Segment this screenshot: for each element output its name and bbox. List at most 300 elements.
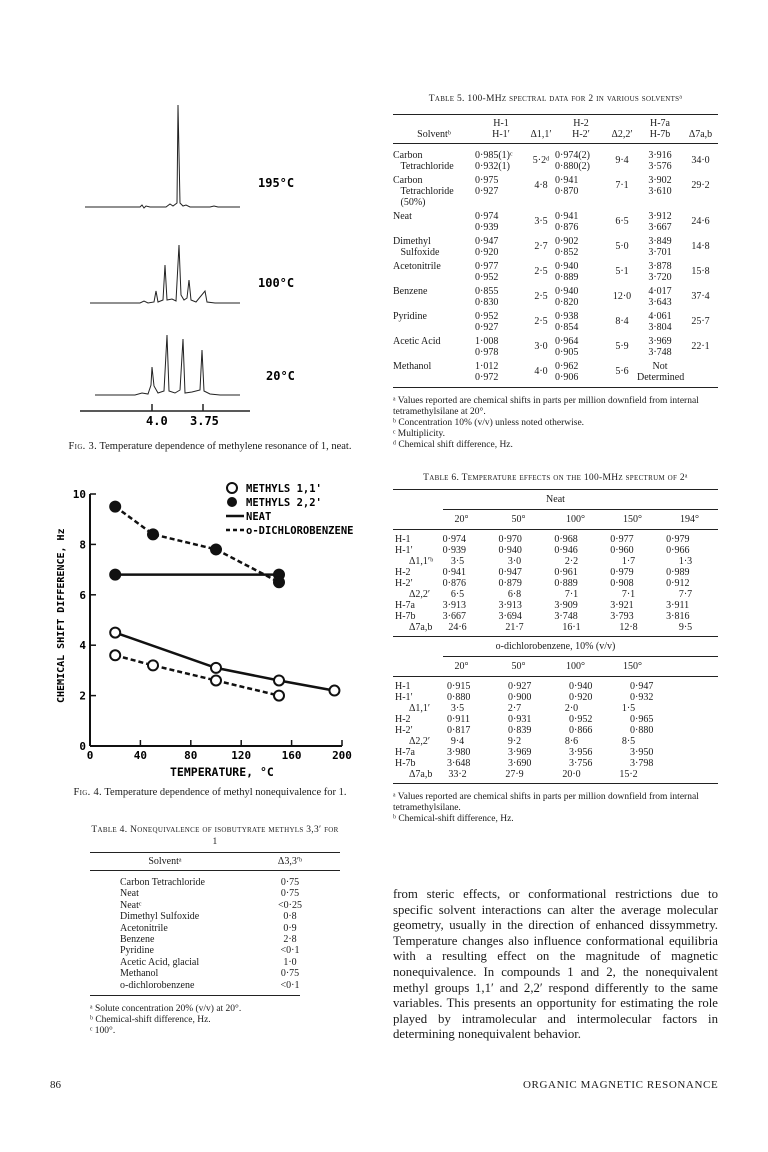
table6-row bbox=[393, 769, 718, 780]
table5-h2-line: 0·940 bbox=[555, 286, 579, 297]
y-tick-label: 8 bbox=[79, 538, 86, 552]
legend bbox=[226, 483, 353, 537]
table5-solvent-line bbox=[393, 222, 475, 233]
table4-note: ᵇ Chemical-shift difference, Hz. bbox=[90, 1015, 211, 1026]
table4-solvent: Pyridine bbox=[120, 945, 154, 957]
table5-h2-line: 0·876 bbox=[555, 222, 579, 233]
x-tick-label: 200 bbox=[332, 749, 352, 762]
table6-cell: 3·921 bbox=[610, 600, 634, 611]
table5-h7 bbox=[637, 261, 683, 283]
table5-h1 bbox=[475, 236, 527, 258]
spectrum-100 bbox=[90, 245, 240, 303]
table5-h1-line: 0·939 bbox=[475, 222, 499, 233]
table6-cell: 9·4 bbox=[450, 736, 465, 747]
table4-notes bbox=[90, 1004, 340, 1037]
table5-header-line: Δ1,1′ bbox=[530, 129, 552, 140]
table6-cell: 3·913 bbox=[442, 600, 467, 611]
table-4 bbox=[90, 824, 340, 1037]
table4-title: Nonequivalence of isobutyrate methyls 3,3′ for 1 bbox=[130, 825, 339, 847]
table4-row bbox=[90, 888, 340, 899]
table5-h7 bbox=[637, 286, 683, 308]
table4-value: 2·8 bbox=[283, 934, 297, 946]
table5-h1-line: 0·972 bbox=[475, 372, 499, 383]
table6-cell: 0·915 bbox=[447, 681, 471, 692]
table5-h2 bbox=[555, 261, 607, 283]
table6-row bbox=[393, 736, 718, 747]
table6-cell: 3·694 bbox=[498, 611, 522, 622]
table5-h2 bbox=[555, 175, 607, 208]
table5-solvent bbox=[393, 150, 475, 172]
table6-cell: 1·7 bbox=[621, 556, 636, 567]
table5-h7 bbox=[637, 336, 683, 358]
table5-h2 bbox=[555, 150, 607, 172]
table5-d7 bbox=[683, 361, 718, 383]
table6-cell: 8·5 bbox=[621, 736, 636, 747]
table5-h2-line: 0·820 bbox=[555, 297, 579, 308]
table5-header-line: H-2′ bbox=[572, 129, 590, 140]
table6-section-dcb: o-dichlorobenzene, 10% (v/v) bbox=[495, 641, 616, 652]
table5-h1-line: 0·932(1) bbox=[475, 161, 510, 172]
temp-label-20: 20°C bbox=[266, 369, 295, 383]
spectrum-20 bbox=[95, 335, 240, 395]
table6-cell: 0·817 bbox=[447, 725, 471, 736]
table6-cell: 0·941 bbox=[442, 567, 467, 578]
table6-row bbox=[393, 758, 718, 769]
table5-header-cell bbox=[637, 118, 683, 140]
table6-cell: 0·961 bbox=[554, 567, 578, 578]
data-point bbox=[110, 628, 120, 638]
table6-cell: 0·889 bbox=[554, 578, 578, 589]
table5-d7: 22·1 bbox=[691, 341, 710, 352]
table6-cell: 3·980 bbox=[447, 747, 471, 758]
table6-temp: 150° bbox=[623, 514, 642, 525]
table6-cell: 8·6 bbox=[564, 736, 579, 747]
table4-note: ᵃ Solute concentration 20% (v/v) at 20°. bbox=[90, 1004, 242, 1015]
legend-methyls-22: METHYLS 2,2' bbox=[246, 497, 322, 509]
table5-d22: 5·9 bbox=[615, 341, 629, 352]
table4-row bbox=[90, 957, 340, 968]
table5-title: 100-MHz spectral data for 2 in various solventsᵃ bbox=[467, 94, 683, 104]
temp-label-100: 100°C bbox=[258, 276, 295, 290]
table4-value: <0·25 bbox=[278, 899, 302, 911]
table5-h1 bbox=[475, 261, 527, 283]
table5-row bbox=[393, 150, 718, 172]
table5-d11: 2·5 bbox=[534, 316, 548, 327]
table5-d7: 34·0 bbox=[691, 155, 710, 166]
table5-d11: 3·0 bbox=[534, 341, 548, 352]
table5-h1-line: 0·975 bbox=[475, 175, 499, 186]
table5-h2 bbox=[555, 211, 607, 233]
table6-cell: 0·966 bbox=[666, 545, 690, 556]
table6-cell: 12·8 bbox=[619, 622, 638, 633]
table6-temp: 194° bbox=[680, 514, 699, 525]
table6-cell: 24·6 bbox=[448, 622, 467, 633]
data-point bbox=[211, 663, 221, 673]
table6-label: H-1 bbox=[395, 681, 411, 692]
table5-header-cell bbox=[555, 118, 607, 140]
table6-cell: 3·950 bbox=[630, 747, 654, 758]
table6-cell: 33·2 bbox=[448, 769, 467, 780]
table5-header-line: H-7a bbox=[650, 118, 670, 129]
table4-solvent: Benzene bbox=[120, 934, 155, 946]
table5-h7-line: 3·902 bbox=[648, 175, 672, 186]
table5-h1-line: 0·920 bbox=[475, 247, 499, 258]
table4-value: <0·1 bbox=[280, 945, 300, 957]
table6-row bbox=[393, 545, 718, 556]
table6-cell: 0·989 bbox=[666, 567, 690, 578]
table5-d11: 2·5 bbox=[534, 291, 548, 302]
x-tick-label: 120 bbox=[231, 749, 252, 762]
table6-temp: 20° bbox=[454, 514, 469, 525]
table4-solvent: Neat bbox=[120, 888, 139, 900]
table5-d22: 9·4 bbox=[615, 155, 629, 166]
table5-solvent-line: Tetrachloride bbox=[393, 186, 454, 197]
table5-h7-line: 3·916 bbox=[648, 150, 672, 161]
table6-cell: 3·956 bbox=[569, 747, 593, 758]
spectrum-195 bbox=[85, 105, 240, 208]
table6-row bbox=[393, 589, 718, 600]
table6-cell: 21·7 bbox=[505, 622, 524, 633]
table5-note: ᵃ Values reported are chemical shifts in parts per million downfield from internal tetramethylsilane at 20°. bbox=[393, 396, 699, 417]
table6-cell: 0·939 bbox=[442, 545, 467, 556]
table6-cell: 3·0 bbox=[507, 556, 522, 567]
table5-solvent-line bbox=[393, 322, 475, 333]
table5-row bbox=[393, 236, 718, 258]
table6-cell: 0·979 bbox=[666, 534, 690, 545]
table4-solvent: o-dichlorobenzene bbox=[120, 979, 195, 991]
table4-value: <0·1 bbox=[280, 979, 300, 991]
table5-h7-line: Not bbox=[652, 361, 668, 372]
table5-row bbox=[393, 336, 718, 358]
table6-label: H-2 bbox=[395, 567, 411, 578]
table5-h2 bbox=[555, 361, 607, 383]
table5-solvent-line: Acetic Acid bbox=[393, 336, 441, 347]
table6-row bbox=[393, 556, 718, 567]
table5-h2-line: 0·940 bbox=[555, 261, 579, 272]
table4-row bbox=[90, 980, 340, 991]
table6-cell: 3·793 bbox=[610, 611, 634, 622]
table5-solvent-line bbox=[393, 272, 475, 283]
table6-cell: 2·2 bbox=[564, 556, 579, 567]
table5-h1-line: 0·977 bbox=[475, 261, 499, 272]
table4-value: 1·0 bbox=[283, 956, 297, 968]
table6-cell: 0·952 bbox=[569, 714, 593, 725]
table6-temp: 100° bbox=[566, 514, 585, 525]
table5-h2-line: 0·974(2) bbox=[555, 150, 590, 161]
table6-label: H-1′ bbox=[395, 692, 413, 703]
table5-header bbox=[393, 115, 718, 143]
table6-cell: 3·911 bbox=[666, 600, 690, 611]
table5-h2-line: 0·938 bbox=[555, 311, 579, 322]
table4-body bbox=[90, 871, 340, 991]
table5-h7-line: 3·701 bbox=[648, 247, 672, 258]
table6-row bbox=[393, 714, 718, 725]
table6-temp: 50° bbox=[511, 661, 526, 672]
data-point bbox=[110, 502, 120, 512]
table4-row bbox=[90, 877, 340, 888]
table6-note: ᵇ Chemical-shift difference, Hz. bbox=[393, 814, 514, 824]
table6-cell: 27·9 bbox=[505, 769, 524, 780]
table4-solvent: Dimethyl Sulfoxide bbox=[120, 911, 200, 923]
table6-cell: 9·5 bbox=[678, 622, 693, 633]
table6-cell: 0·947 bbox=[630, 681, 654, 692]
table4-header-solvent: Solventᵃ bbox=[148, 856, 182, 867]
table5-d7: 14·8 bbox=[691, 241, 710, 252]
x-tick-label: 160 bbox=[281, 749, 302, 762]
y-axis-label: CHEMICAL SHIFT DIFFERENCE, Hz bbox=[56, 528, 67, 703]
table6-cell: 0·960 bbox=[610, 545, 634, 556]
table5-d11: 5·2ᵈ bbox=[532, 155, 550, 166]
table6-temp: 100° bbox=[566, 661, 585, 672]
table6-cell: 2·7 bbox=[507, 703, 522, 714]
table5-h7-line: Determined bbox=[637, 372, 685, 383]
table5-h1 bbox=[475, 150, 527, 172]
table6-spacer bbox=[393, 514, 433, 525]
table4-solvent: Acetonitrile bbox=[120, 922, 168, 934]
table5-header-line: Δ7a,b bbox=[688, 129, 713, 140]
table6-cell: 0·947 bbox=[498, 567, 522, 578]
table5-d7: 37·4 bbox=[691, 291, 710, 302]
table5-h1-line: 0·952 bbox=[475, 311, 499, 322]
nmr-spectra bbox=[80, 95, 340, 425]
table6-label: Table 6. bbox=[423, 473, 460, 483]
fig4-caption: Fig. 4. Temperature dependence of methyl nonequivalence for 1. bbox=[73, 787, 347, 798]
table4-row bbox=[90, 911, 340, 922]
table6-row bbox=[393, 681, 718, 692]
table5-h1 bbox=[475, 311, 527, 333]
fig4-chart bbox=[50, 478, 360, 788]
table5-h1-line: 0·952 bbox=[475, 272, 499, 283]
table5-row bbox=[393, 311, 718, 333]
table5-header-cell bbox=[683, 118, 718, 140]
table-6 bbox=[393, 472, 718, 825]
table5-h2 bbox=[555, 286, 607, 308]
table5-row bbox=[393, 211, 718, 233]
data-point bbox=[274, 691, 284, 701]
table6-cell: 3·648 bbox=[447, 758, 471, 769]
table5-solvent-line bbox=[393, 372, 475, 383]
table6-temp: 150° bbox=[623, 661, 642, 672]
data-point bbox=[274, 577, 284, 587]
table5-h2 bbox=[555, 236, 607, 258]
y-tick-label: 0 bbox=[79, 740, 86, 753]
table5-solvent-line bbox=[393, 297, 475, 308]
table5-h2-line: 0·902 bbox=[555, 236, 579, 247]
data-point bbox=[211, 675, 221, 685]
table6-cell: 0·912 bbox=[666, 578, 690, 589]
table5-header-cell bbox=[527, 118, 555, 140]
table5-header-line: H-1′ bbox=[492, 129, 510, 140]
table5-note: ᶜ Multiplicity. bbox=[393, 429, 445, 439]
temp-label-195: 195°C bbox=[258, 176, 295, 190]
table5-h7-line: 3·610 bbox=[648, 186, 672, 197]
table6-cell: 7·7 bbox=[678, 589, 693, 600]
table5-solvent-line: Carbon bbox=[393, 150, 423, 161]
x-tick-label: 0 bbox=[86, 749, 94, 762]
table6-temp: 50° bbox=[511, 514, 526, 525]
table6-cell: 0·927 bbox=[508, 681, 532, 692]
table4-value: 0·75 bbox=[280, 877, 300, 888]
table5-d22: 7·1 bbox=[615, 180, 629, 191]
table5-d22: 8·4 bbox=[615, 316, 629, 327]
data-point bbox=[148, 529, 158, 539]
table6-cell: 3·690 bbox=[508, 758, 532, 769]
table6-cell: 0·839 bbox=[508, 725, 532, 736]
table6-cell: 0·968 bbox=[554, 534, 578, 545]
table5-h7-line: 3·804 bbox=[648, 322, 672, 333]
table5-h1-line: 0·927 bbox=[475, 186, 499, 197]
table5-d11: 4·8 bbox=[534, 180, 548, 191]
table6-cell: 3·748 bbox=[554, 611, 578, 622]
table5-d11: 2·5 bbox=[534, 266, 548, 277]
table5-h7-line: 4·017 bbox=[648, 286, 672, 297]
table5-d22: 5·1 bbox=[615, 266, 629, 277]
table6-cell: 6·8 bbox=[507, 589, 522, 600]
table5-h2-line: 0·889 bbox=[555, 272, 579, 283]
data-point bbox=[211, 544, 221, 554]
table5-h2 bbox=[555, 311, 607, 333]
y-tick-label: 4 bbox=[79, 639, 86, 653]
table5-header-cell bbox=[475, 118, 527, 140]
table5-d11: 2·7 bbox=[534, 241, 548, 252]
table6-row bbox=[393, 578, 718, 589]
table6-label: Δ7a,b bbox=[409, 769, 433, 780]
table5-row bbox=[393, 175, 718, 208]
table6-cell: 0·965 bbox=[630, 714, 654, 725]
table5-h1-line: 0·978 bbox=[475, 347, 499, 358]
table4-solvent: Acetic Acid, glacial bbox=[120, 956, 200, 968]
data-point bbox=[274, 675, 284, 685]
legend-methyls-11: METHYLS 1,1' bbox=[246, 483, 322, 495]
table5-solvent bbox=[393, 336, 475, 358]
table6-body-dcb bbox=[393, 677, 718, 780]
table5-h2-line: 0·880(2) bbox=[555, 161, 590, 172]
table6-cell: 3·909 bbox=[554, 600, 578, 611]
table6-cell: 0·931 bbox=[508, 714, 532, 725]
table6-cell: 1·5 bbox=[621, 703, 636, 714]
table-5 bbox=[393, 93, 718, 451]
table6-cell: 0·879 bbox=[498, 578, 522, 589]
table6-label: H-2 bbox=[395, 714, 411, 725]
table6-notes bbox=[393, 792, 718, 825]
table6-cell: 0·974 bbox=[442, 534, 467, 545]
table4-value: 0·8 bbox=[283, 911, 297, 923]
table4-header-delta: Δ3,3′ᵇ bbox=[277, 856, 303, 867]
table6-cell: 0·880 bbox=[630, 725, 654, 736]
table6-label: H-1′ bbox=[395, 545, 413, 556]
table4-value: 0·9 bbox=[283, 922, 297, 934]
y-tick-label: 6 bbox=[79, 588, 86, 602]
table5-h1 bbox=[475, 336, 527, 358]
table6-cell: 15·2 bbox=[619, 769, 638, 780]
journal-name: ORGANIC MAGNETIC RESONANCE bbox=[523, 1079, 719, 1091]
table4-solvent: Methanol bbox=[120, 968, 159, 980]
table5-solvent-line: Carbon bbox=[393, 175, 423, 186]
y-tick-label: 10 bbox=[72, 488, 86, 501]
table5-h2-line: 0·906 bbox=[555, 372, 579, 383]
table5-label: Table 5. bbox=[428, 94, 465, 104]
table5-h1 bbox=[475, 211, 527, 233]
body-paragraph: from steric effects, or conformational restrictions due to specific solvent interactions can alter the average molecular geometry, usually in the direction of enhanced dissymmetry. Temperature changes also influence conformational equilibria with a resulting effect on the magnitude of magnetic nonequivalence. In compounds 1 and 2, the nonequivalent methyl groups 1,1′ and 2,2′ respond differently to the same variables. This presents an opportunity for estimating the role played by intramolecular and intermolecular factors in determining nonequivalent behavior. bbox=[393, 887, 718, 1042]
table5-d22: 5·6 bbox=[615, 366, 629, 377]
table6-label: Δ1,1′ᵇ bbox=[409, 556, 434, 567]
table6-cell: 0·970 bbox=[498, 534, 522, 545]
fig3-caption: Fig. 3. Temperature dependence of methylene resonance of 1, neat. bbox=[68, 441, 352, 452]
table5-h7-line: 3·576 bbox=[648, 161, 672, 172]
table6-cell: 3·5 bbox=[450, 703, 465, 714]
table6-cell: 0·866 bbox=[569, 725, 593, 736]
table4-value: 0·75 bbox=[280, 968, 300, 980]
table6-row bbox=[393, 747, 718, 758]
table6-label: H-7a bbox=[395, 747, 415, 758]
figure-4 bbox=[50, 478, 360, 788]
table6-cell: 0·920 bbox=[569, 692, 593, 703]
table6-cell: 0·932 bbox=[630, 692, 654, 703]
table6-cell: 0·908 bbox=[610, 578, 634, 589]
data-point bbox=[110, 650, 120, 660]
table6-section-neat: Neat bbox=[546, 494, 565, 505]
table5-header-line: Δ2,2′ bbox=[611, 129, 633, 140]
table5-h1-line: 1·012 bbox=[475, 361, 499, 372]
table5-header-line: H-7b bbox=[649, 129, 671, 140]
table6-label: H-7a bbox=[395, 600, 415, 611]
table5-solvent-line: Benzene bbox=[393, 286, 428, 297]
table6-body-neat bbox=[393, 530, 718, 633]
data-point bbox=[110, 570, 120, 580]
table6-note: ᵃ Values reported are chemical shifts in parts per million downfield from internal tetramethylsilane. bbox=[393, 792, 699, 813]
legend-dichlorobenzene: o-DICHLOROBENZENE bbox=[246, 525, 354, 537]
table5-h2-line: 0·905 bbox=[555, 347, 579, 358]
table6-cell: 0·911 bbox=[447, 714, 470, 725]
x-axis-label: TEMPERATURE, °C bbox=[170, 765, 274, 779]
table5-row bbox=[393, 361, 718, 383]
table5-h7-line: 3·969 bbox=[648, 336, 672, 347]
table6-cell: 0·946 bbox=[554, 545, 578, 556]
table6-label: H-2′ bbox=[395, 725, 413, 736]
table4-solvent: Carbon Tetrachloride bbox=[120, 877, 205, 888]
table5-header-line: H-1 bbox=[493, 118, 509, 129]
table6-row bbox=[393, 703, 718, 714]
table5-h1-line: 1·008 bbox=[475, 336, 499, 347]
table5-solvent bbox=[393, 236, 475, 258]
table4-row bbox=[90, 934, 340, 945]
table5-solvent-line: Pyridine bbox=[393, 311, 427, 322]
table6-cell: 0·977 bbox=[610, 534, 634, 545]
table4-label: Table 4. bbox=[91, 825, 128, 835]
table5-h7-line: 3·849 bbox=[648, 236, 672, 247]
table5-h1 bbox=[475, 361, 527, 383]
table6-cell: 3·667 bbox=[442, 611, 467, 622]
table5-header-line bbox=[393, 118, 475, 129]
table5-body bbox=[393, 144, 718, 383]
table5-note: ᵇ Concentration 10% (v/v) unless noted otherwise. bbox=[393, 418, 585, 428]
table4-solvent: Neatᶜ bbox=[120, 899, 142, 911]
table5-solvent-line: Sulfoxide bbox=[393, 247, 440, 258]
table6-temps-dcb bbox=[393, 657, 718, 676]
table6-row bbox=[393, 692, 718, 703]
table6-label: Δ2,2′ bbox=[409, 589, 431, 600]
axis-tick-label: 3.75 bbox=[190, 414, 219, 425]
page-number: 86 bbox=[50, 1079, 61, 1091]
table5-h1-line: 0·947 bbox=[475, 236, 499, 247]
table6-cell: 3·913 bbox=[498, 600, 522, 611]
table6-cell: 0·876 bbox=[442, 578, 467, 589]
table6-row bbox=[393, 725, 718, 736]
table6-label: H-2′ bbox=[395, 578, 413, 589]
table6-label: Δ7a,b bbox=[409, 622, 433, 633]
table5-h2-line: 0·852 bbox=[555, 247, 579, 258]
table5-row bbox=[393, 261, 718, 283]
